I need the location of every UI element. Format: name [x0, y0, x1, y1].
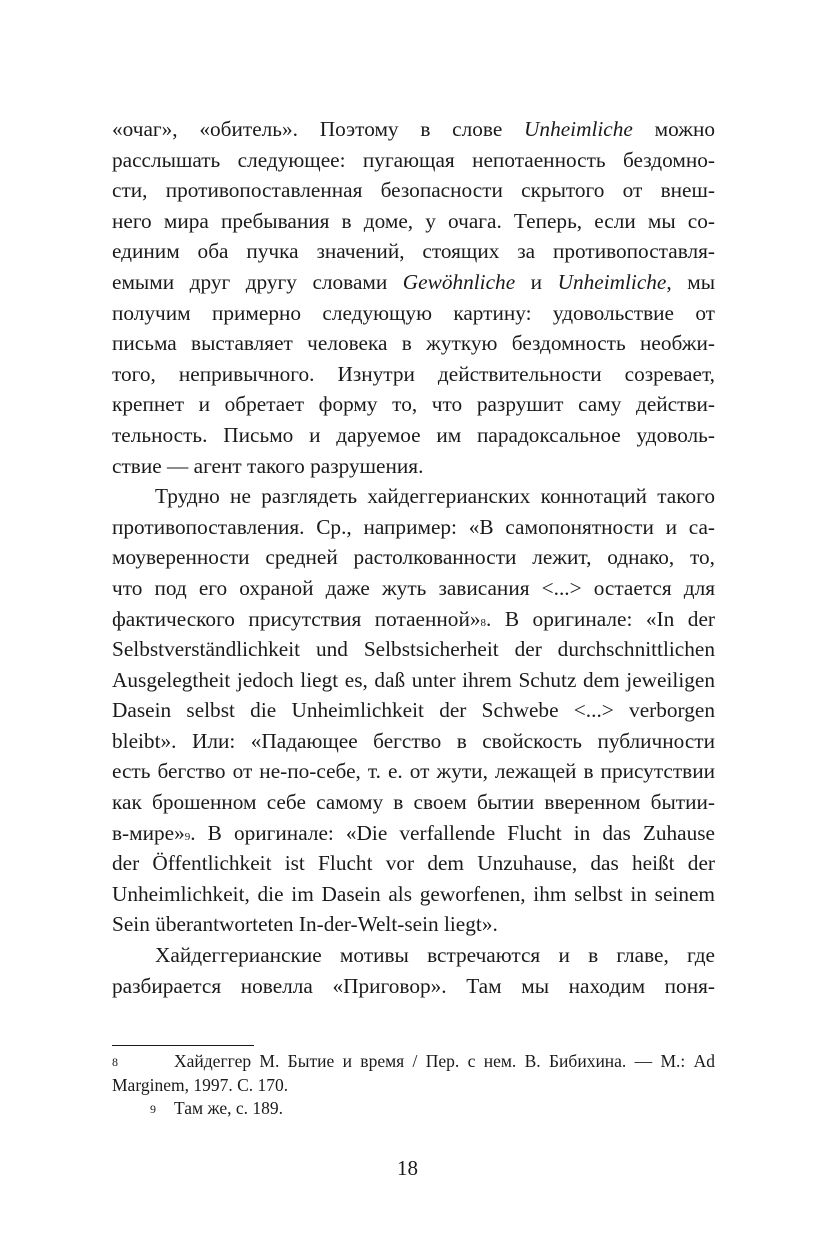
text-line: bleibt». Или: «Падающее бегство в свойскость публичности: [112, 728, 715, 753]
text-line: расслышать следующее: пугающая непотаенность бездомно-: [112, 147, 715, 172]
text-line: в-мире»$^9$. В оригинале: «Die verfallende Flucht in das Zuhause: [112, 820, 715, 845]
text-line: есть бегство от не-по-себе, т. е. от жути, лежащей в присутствии: [112, 759, 715, 784]
text-line: что под его охраной даже жуть зависания <...> остается для: [112, 575, 715, 600]
footnote-ref-8: 8: [480, 616, 487, 629]
text-line: как брошенном себе самому в своем бытии вверенном бытии-: [112, 790, 715, 815]
text-line: Трудно не разглядеть хайдеггерианских коннотаций такого: [155, 484, 715, 509]
footnote-9: [112, 1097, 715, 1121]
text-line: Хайдеггерианские мотивы встречаются и в главе, где: [155, 943, 715, 968]
text-line: сти, противопоставленная безопасности скрытого от внеш-: [112, 178, 715, 203]
text-line: того, непривычного. Изнутри действительности созревает,: [112, 361, 715, 386]
main-text: [112, 114, 715, 1001]
footnote-8: [112, 1050, 715, 1097]
text-line: фактического присутствия потаенной»$^8$. В оригинале: «In der: [112, 606, 715, 631]
paragraph-3: [112, 940, 715, 1001]
text-line: «очаг», «обитель». Поэтому в слове Unheimliche можно: [112, 117, 715, 141]
text-line: Unheimlichkeit, die im Dasein als geworfenen, ihm selbst in seinem: [112, 881, 715, 906]
footnote-line: 8 Хайдеггер М. Бытие и время / Пер. с нем. В. Бибихина. — М.: Ad: [112, 1050, 715, 1074]
text-line: противопоставления. Ср., например: «В самопонятности и са-: [112, 514, 715, 539]
text-line: моуверенности средней растолкованности лежит, однако, то,: [112, 545, 715, 570]
footnotes: [112, 1050, 715, 1121]
text-line: письма выставляет человека в жуткую бездомность необжи-: [112, 331, 715, 356]
footnote-separator: [112, 1045, 254, 1046]
text-line: получим примерно следующую картину: удовольствие от: [112, 300, 715, 325]
footnote-ref-9: 9: [184, 830, 191, 843]
text-line: ствие — агент такого разрушения.: [112, 453, 424, 478]
text-line: крепнет и обретает форму то, что разрушит саму действи-: [112, 392, 715, 417]
footnote-number: 9: [150, 1102, 156, 1116]
footnote-line: 9 Там же, с. 189.: [112, 1097, 715, 1121]
text-line: der Öffentlichkeit ist Flucht vor dem Unzuhause, das heißt der: [112, 851, 715, 876]
page-number: 18: [397, 1156, 418, 1180]
text-line: Dasein selbst die Unheimlichkeit der Schwebe <...> verborgen: [112, 698, 715, 723]
text-line: Ausgelegtheit jedoch liegt es, daß unter ihrem Schutz dem jeweiligen: [112, 667, 715, 692]
footnote-line: Marginem, 1997. С. 170.: [112, 1074, 289, 1095]
text-line: единим оба пучка значений, стоящих за противопоставля-: [112, 239, 715, 264]
text-line: Sein überantworteten In-der-Welt-sein liegt».: [112, 912, 498, 937]
text-line: разбирается новелла «Приговор». Там мы находим поня-: [112, 973, 715, 998]
footnote-number: 8: [112, 1055, 118, 1069]
text-line: тельность. Письмо и даруемое им парадоксальное удоволь-: [112, 422, 715, 447]
text-line: емыми друг другу словами Gewöhnliche и Unheimliche, мы: [112, 269, 716, 294]
text-line: него мира пребывания в доме, у очага. Теперь, если мы со-: [112, 208, 715, 233]
paragraph-2: [112, 481, 715, 940]
text-line: Selbstverständlichkeit und Selbstsicherheit der durchschnittlichen: [112, 637, 715, 662]
paragraph-1: [112, 114, 715, 481]
